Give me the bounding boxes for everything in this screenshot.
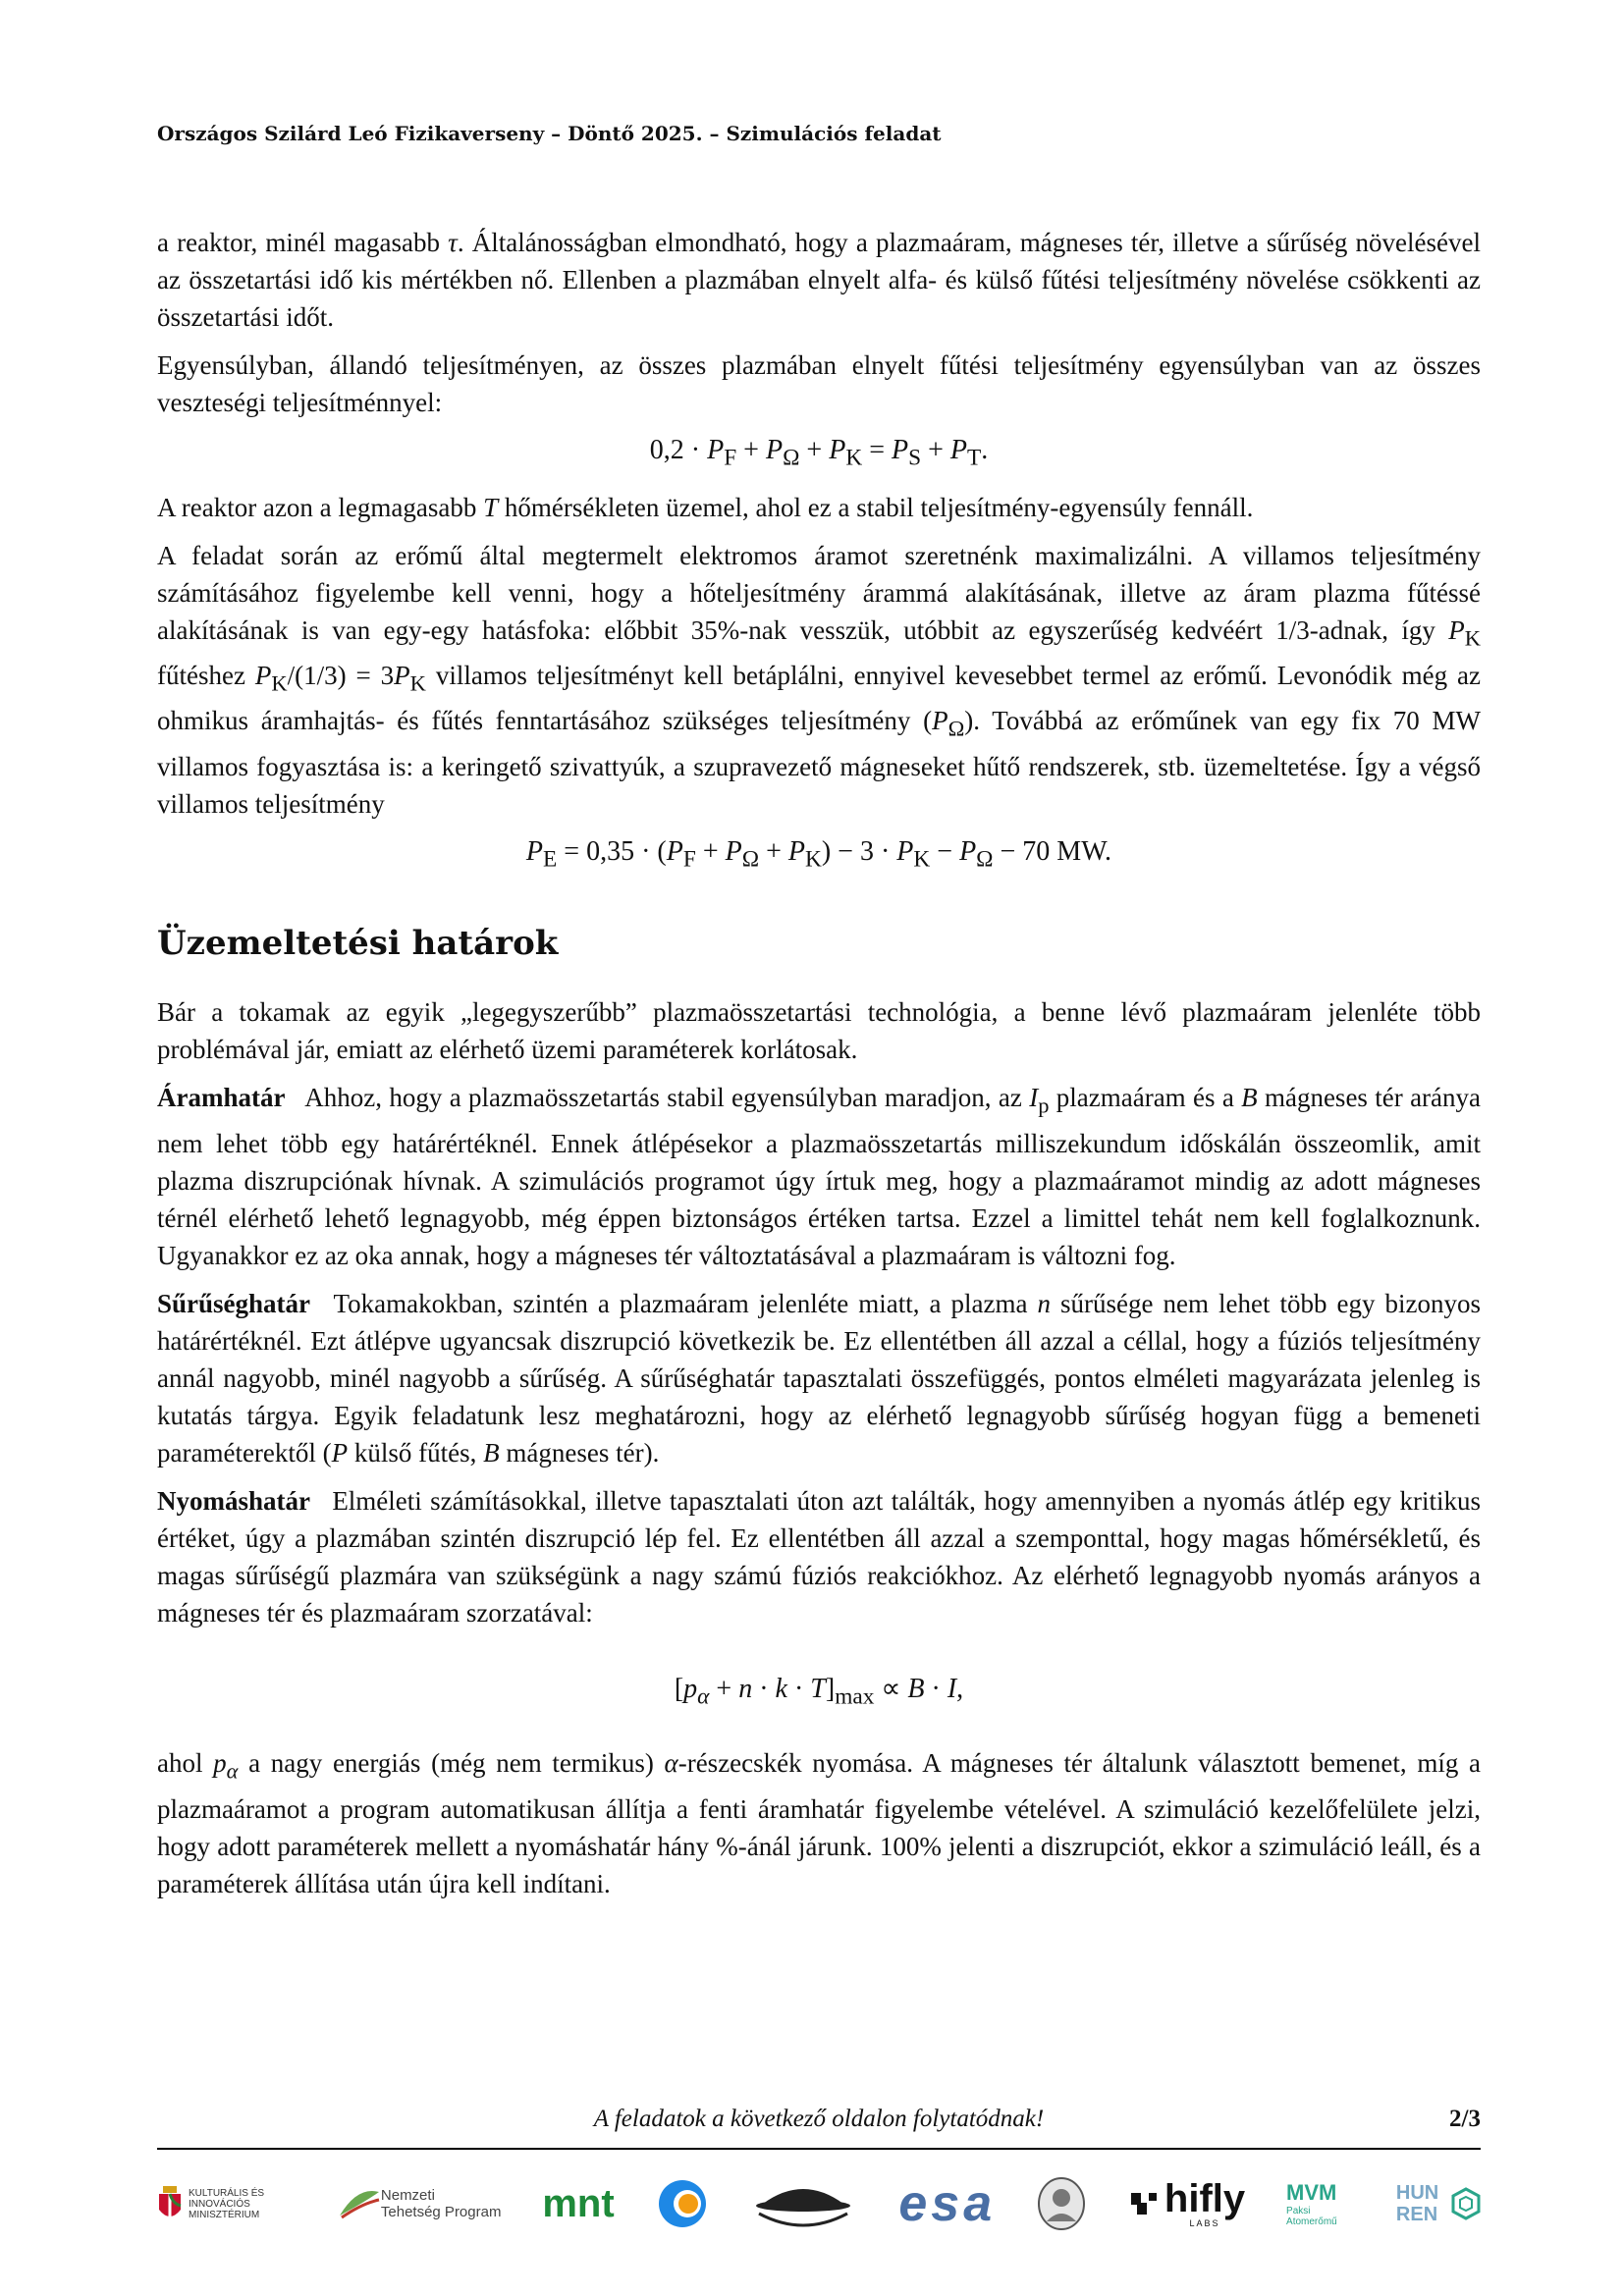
limit-pressure-heading: Nyomáshatár — [157, 1485, 310, 1516]
esa-text: esa — [898, 2175, 997, 2232]
hifly-sub: LABS — [1189, 2218, 1220, 2228]
continuation-note: A feladatok a következő oldalon folytatódnak! — [593, 2106, 1045, 2132]
page-header: Országos Szilárd Leó Fizikaverseny – Döntő 2025. – Szimulációs feladat — [157, 122, 942, 145]
mvm-sub: Paksi Atomerőmű — [1286, 2206, 1337, 2227]
page-number: 2/3 — [1449, 2106, 1481, 2132]
dome-emblem-icon — [749, 2174, 857, 2233]
orb-icon — [656, 2177, 709, 2230]
footer — [157, 2106, 1481, 2137]
intro-paragraph-1: a reaktor, minél magasabb τ. Általánosságban elmondható, hogy a plazmaáram, mágneses tér, illetve a sűrűség növelésével az összetartási idő kis mértékben nő. Ellenben a plazmában elnyelt alfa- és külső fűtési teljesítmény növelése csökkenti az összetartási időt. — [157, 228, 1481, 332]
main-content — [157, 224, 1481, 1913]
hexagon-icon — [1451, 2187, 1481, 2220]
mvm-logo — [1286, 2180, 1355, 2227]
limit-current: Áramhatár Ahhoz, hogy a plazmaösszetartás stabil egyensúlyban maradjon, az $I_p$ plazmaáram és a B mágneses tér aránya nem lehet több egy határértéknél. Ennek átlépésekor a plazmaösszetartás milliszekundum időskálán összeomlik, amit plazma diszrupciónak hívnak. A szimulációs programot úgy írtuk meg, hogy a plazmaáramot mindig az adott mágneses térnél elérhető lehető legnagyobb, még éppen biztonságos értéken tartsa. Ezzel a limittel tehát nem kell foglalkoznunk. Ugyanakkor ez az oka annak, hogy a mágneses tér változtatásával a plazmaáram is változni fog. — [157, 1083, 1482, 1270]
intro-paragraph-4: A feladat során az erőmű által megtermelt elektromos áramot szeretnénk maximalizálni. A villamos teljesítmény számításához figyelembe kell venni, hogy a hőteljesítmény árammá alakításának, illetve az áram plazma fűtéssé alakításának is van egy-egy hatásfoka: előbbit 35%-nak vesszük, utóbbit az egyszerűség kedvéért 1/3-adnak, így $P_K$ fűtéshez $P_K/(1/3) = 3P_K$ villamos teljesítményt kell betáplálni, ennyivel kevesebbet termel az erőmű. Levonódik még az ohmikus áramhajtás- és fűtés fenntartásához szükséges teljesítmény $(P_\Omega)$. Továbbá az erőműnek van egy fix 70 MW villamos fogyasztása is: a keringető szivattyúk, a szupravezető mágneseket hűtő rendszerek, stb. üzemeltetése. Így a végső villamos teljesítmény — [157, 540, 1482, 819]
ntp-leaf-icon — [338, 2186, 381, 2221]
footer-divider — [157, 2148, 1481, 2150]
limit-pressure-text: Elméleti számításokkal, illetve tapasztalati úton azt találták, hogy amennyiben a nyomás átlép egy kritikus értéket, úgy a plazmában szintén diszrupció lép fel. Ez ellentétben áll azzal a szemponttal, hogy magas hőmérsékletű, és magas sűrűségű plazmára van szükségünk a nagy számú fúziós reakciókhoz. Az elérhető legnagyobb nyomás arányos a mágneses tér és plazmaáram szorzatával: — [157, 1485, 1481, 1628]
eotvos-logo — [749, 2174, 857, 2233]
limit-current-heading: Áramhatár — [157, 1083, 286, 1113]
equation-electric-power: $P_E = 0,35 \cdot (P_F + P_\Omega + P_K) - 3 \cdot P_K - P_\Omega - 70$ MW. — [525, 835, 1112, 873]
limit-pressure — [157, 1482, 1481, 1631]
mvm-text: MVM — [1286, 2180, 1337, 2205]
ntp-label-bottom: Tehetség Program — [380, 2204, 502, 2220]
orb-logo — [656, 2177, 709, 2230]
hunren-text: HUN REN — [1395, 2182, 1439, 2225]
section-intro: Bár a tokamak az egyik „legegyszerűbb” plazmaösszetartási technológia, a benne lévő plazmaáram jelenléte több problémával jár, emiatt az elérhető üzemi paraméterek korlátosak. — [157, 997, 1481, 1065]
equation-power-balance: $0,2 \cdot P_F + P_\Omega + P_K = P_S + P_T$. — [649, 435, 989, 471]
equation-pressure-limit: $[p_\alpha + n \cdot k \cdot T]_{max} \propto B \cdot I$, — [674, 1673, 964, 1710]
hifly-logo — [1127, 2179, 1245, 2228]
ministry-logo — [157, 2184, 297, 2223]
hunren-logo — [1396, 2182, 1481, 2225]
ministry-name: KULTURÁLIS ÉS INNOVÁCIÓS MINISZTÉRIUM — [189, 2187, 265, 2220]
hifly-text: hifly — [1164, 2177, 1246, 2220]
coat-of-arms-icon — [157, 2184, 183, 2223]
ntp-label-top: Nemzeti — [380, 2187, 435, 2204]
intro-paragraph-3: A reaktor azon a legmagasabb T hőmérsékleten üzemel, ahol ez a stabil teljesítmény-egyensúly fennáll. — [157, 492, 1254, 522]
sponsor-logos — [157, 2164, 1481, 2243]
intro-paragraph-2: Egyensúlyban, állandó teljesítményen, az összes plazmában elnyelt fűtési teljesítmény egyensúlyban van az összes veszteségi teljesítménnyel: — [157, 350, 1481, 417]
pressure-explanation: ahol $p_\alpha$ a nagy energiás (még nem termikus) α-részecskék nyomása. A mágneses tér általunk választott bemenet, míg a plazmaáramot a program automatikusan állítja a fenti áramhatár figyelembe vételével. A szimuláció kezelőfelülete jelzi, hogy adott paraméterek mellett a nyomáshatár hány %-ánál járunk. 100% jelenti a diszrupciót, ekkor a szimuláció leáll, és a paraméterek állítása után újra kell indítani. — [157, 1748, 1481, 1898]
limit-density-heading: Sűrűséghatár — [157, 1288, 311, 1318]
portrait-logo — [1037, 2176, 1086, 2231]
esa-logo — [898, 2174, 996, 2233]
portrait-medal-icon — [1037, 2176, 1086, 2231]
limit-density: Sűrűséghatár Tokamakokban, szintén a plazmaáram jelenléte miatt, a plazma n sűrűsége nem lehet több egy bizonyos határértéknél. Ezt átlépve ugyancsak diszrupció következik be. Ez ellentétben áll azzal a céllal, hogy a fúziós teljesítmény annál nagyobb, minél nagyobb a sűrűség. A sűrűséghatár tapasztalati összefüggés, pontos elméleti magyarázata jelenleg is kutatás tárgya. Egyik feladatunk lesz meghatározni, hogy az elérhető legnagyobb sűrűség hogyan függ a bemeneti paraméterektől (P külső fűtés, B mágneses tér). — [157, 1288, 1481, 1468]
mnt-logo — [542, 2182, 614, 2226]
hifly-mark-icon — [1127, 2187, 1161, 2220]
section-title: Üzemeltetési határok — [157, 924, 559, 964]
ntp-logo — [338, 2186, 502, 2221]
mnt-text: mnt — [542, 2181, 615, 2225]
